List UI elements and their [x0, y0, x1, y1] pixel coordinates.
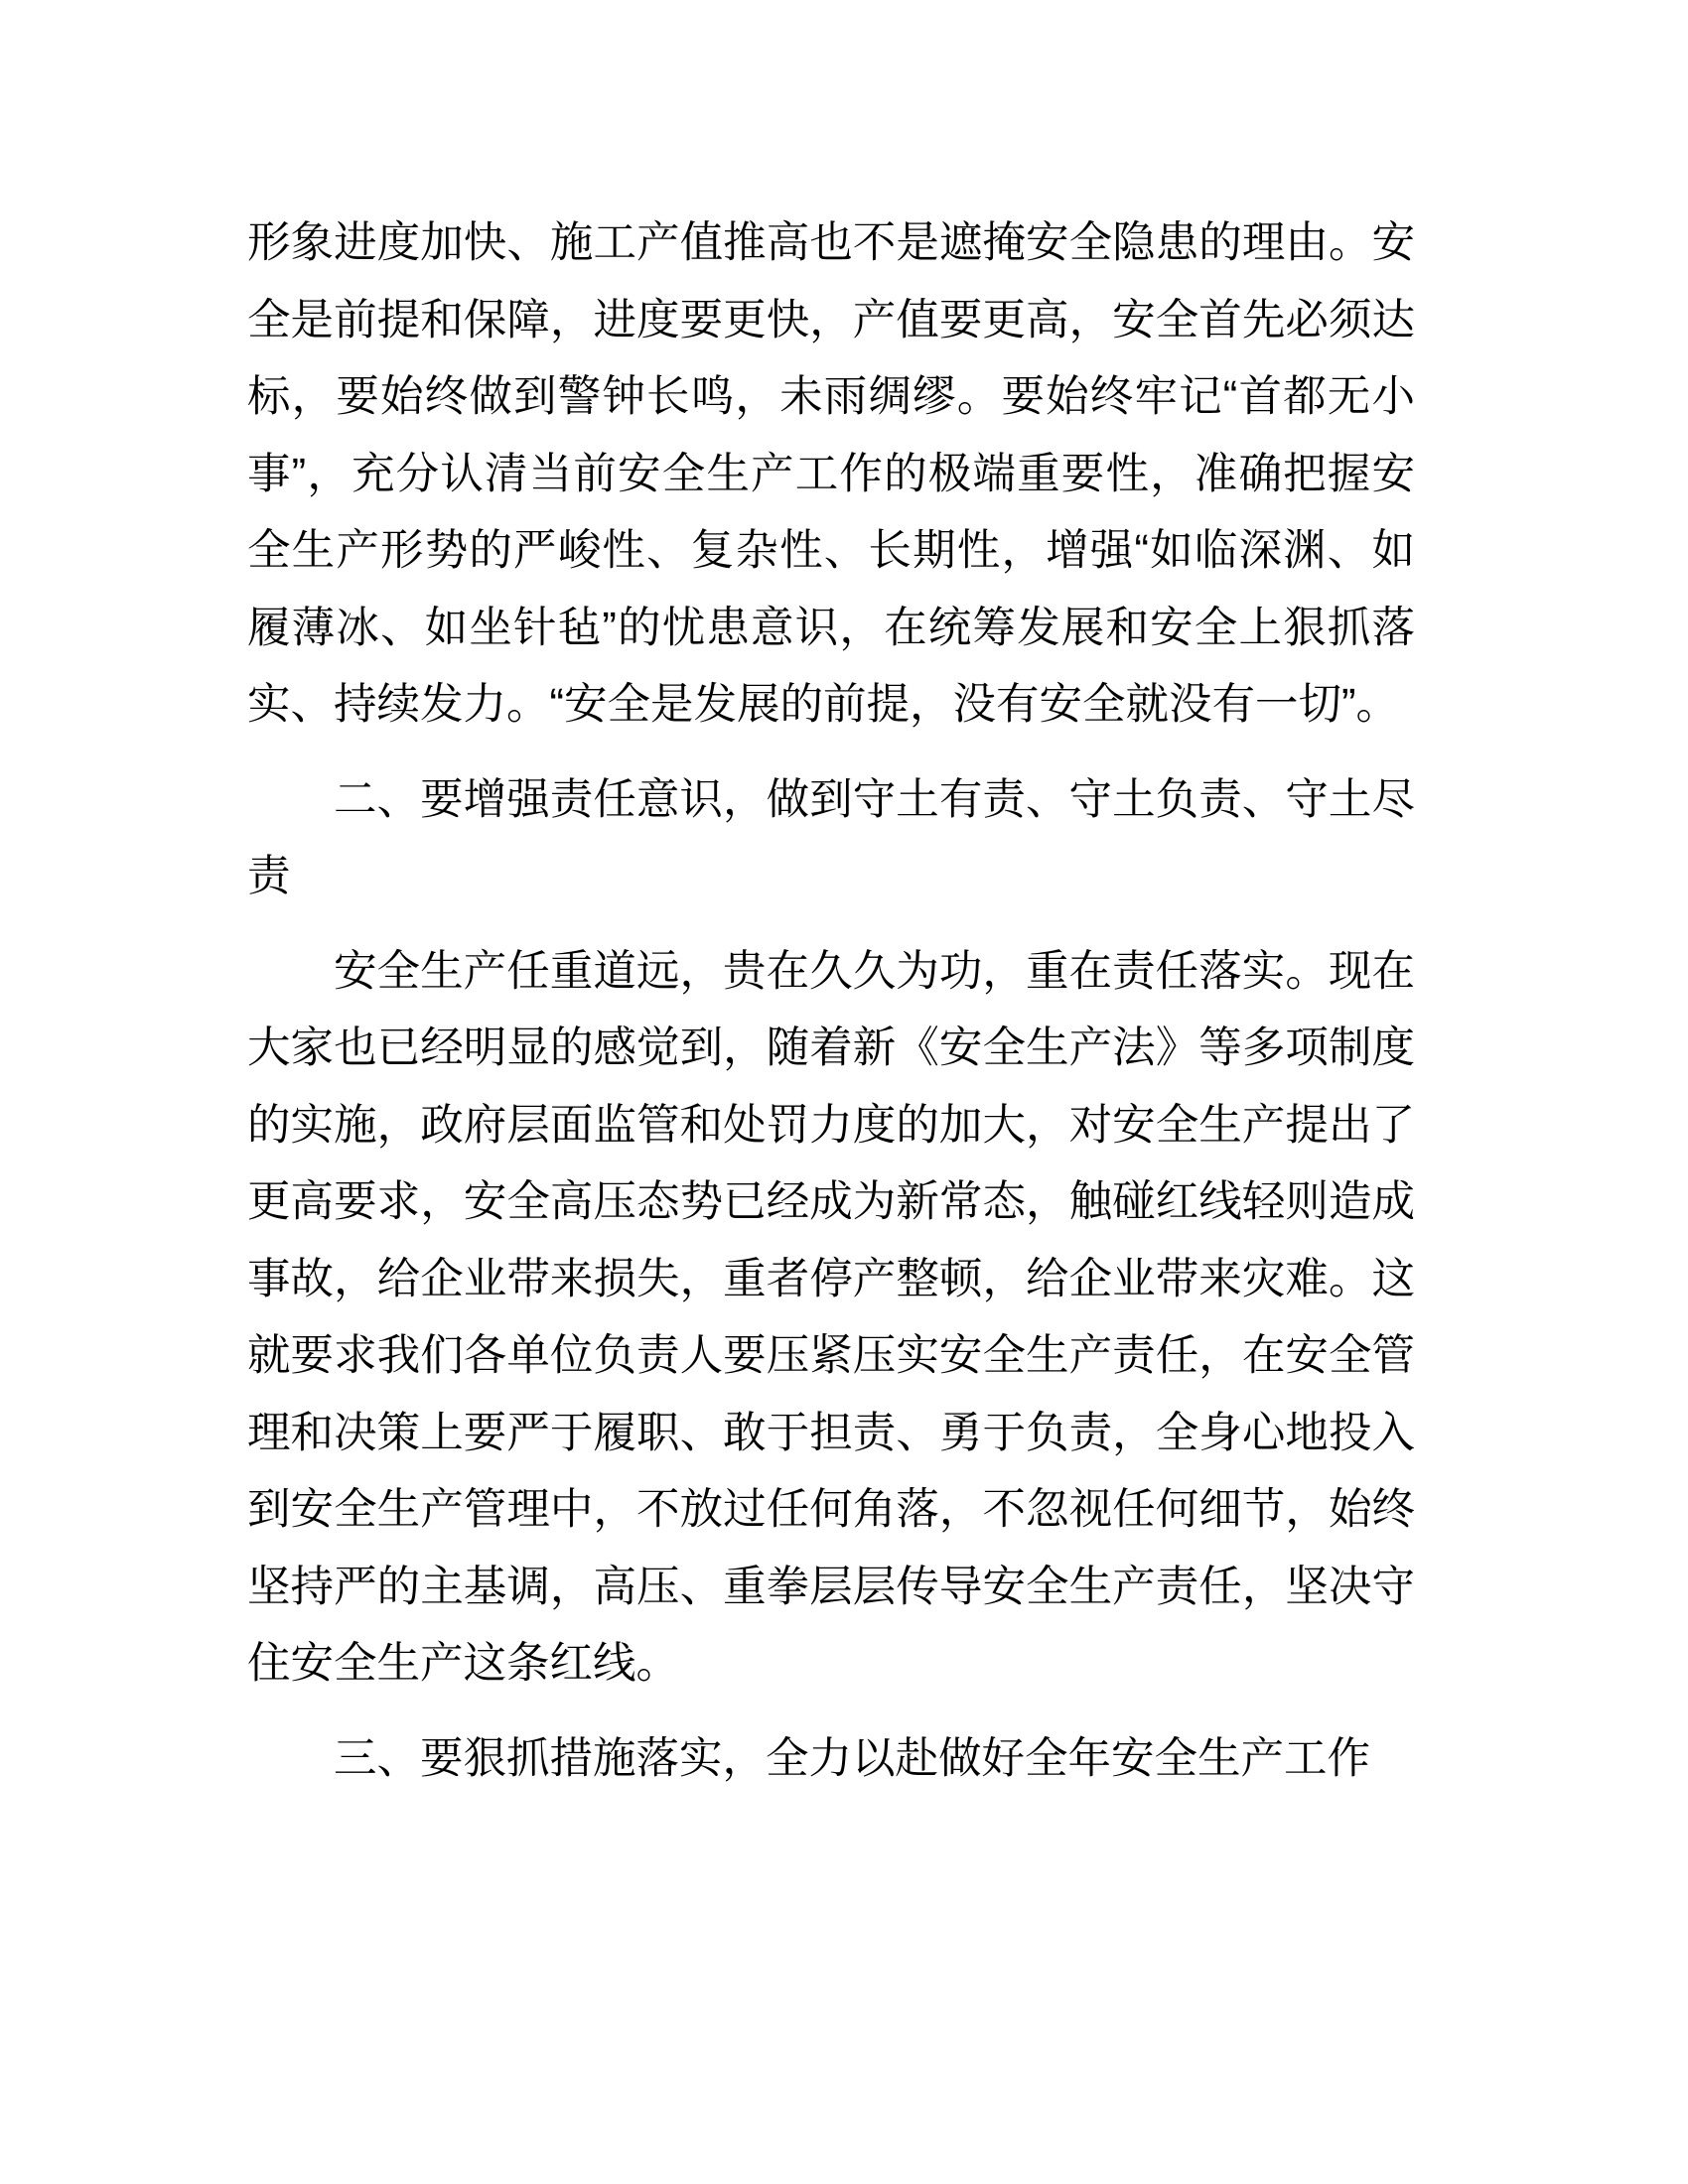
paragraph-body: 安全生产任重道远，贵在久久为功，重在责任落实。现在大家也已经明显的感觉到，随着新《安全生产法》等多项制度的实施，政府层面监管和处罚力度的加大，对安全生产提出了更高要求，安全高压态势已经成为新常态，触碰红线轻则造成事故，给企业带来损失，重者停产整顿，给企业带来灾难。这就要求我们各单位负责人要压紧压实安全生产责任，在安全管理和决策上要严于履职、敢于担责、勇于负责，全身心地投入到安全生产管理中，不放过任何角落，不忽视任何细节，始终坚持严的主基调，高压、重拳层层传导安全生产责任，坚决守住安全生产这条红线。	[247, 947, 1415, 1688]
section-heading-2: 二、要增强责任意识，做到守土有责、守土负责、守土尽责	[247, 775, 1415, 900]
paragraph-continuation: 形象进度加快、施工产值推高也不是遮掩安全隐患的理由。安全是前提和保障，进度要更快，产值要更高，安全首先必须达标，要始终做到警钟长鸣，未雨绸缪。要始终牢记“首都无小事”，充分认清当前安全生产工作的极端重要性，准确把握安全生产形势的严峻性、复杂性、长期性，增强“如临深渊、如履薄冰、如坐针毡”的忧患意识，在统筹发展和安全上狠抓落实、持续发力。“安全是发展的前提，没有安全就没有一切”。	[247, 219, 1415, 729]
document-content	[247, 205, 1415, 1816]
section-heading-3: 三、要狠抓措施落实，全力以赴做好全年安全生产工作	[334, 1734, 1370, 1783]
